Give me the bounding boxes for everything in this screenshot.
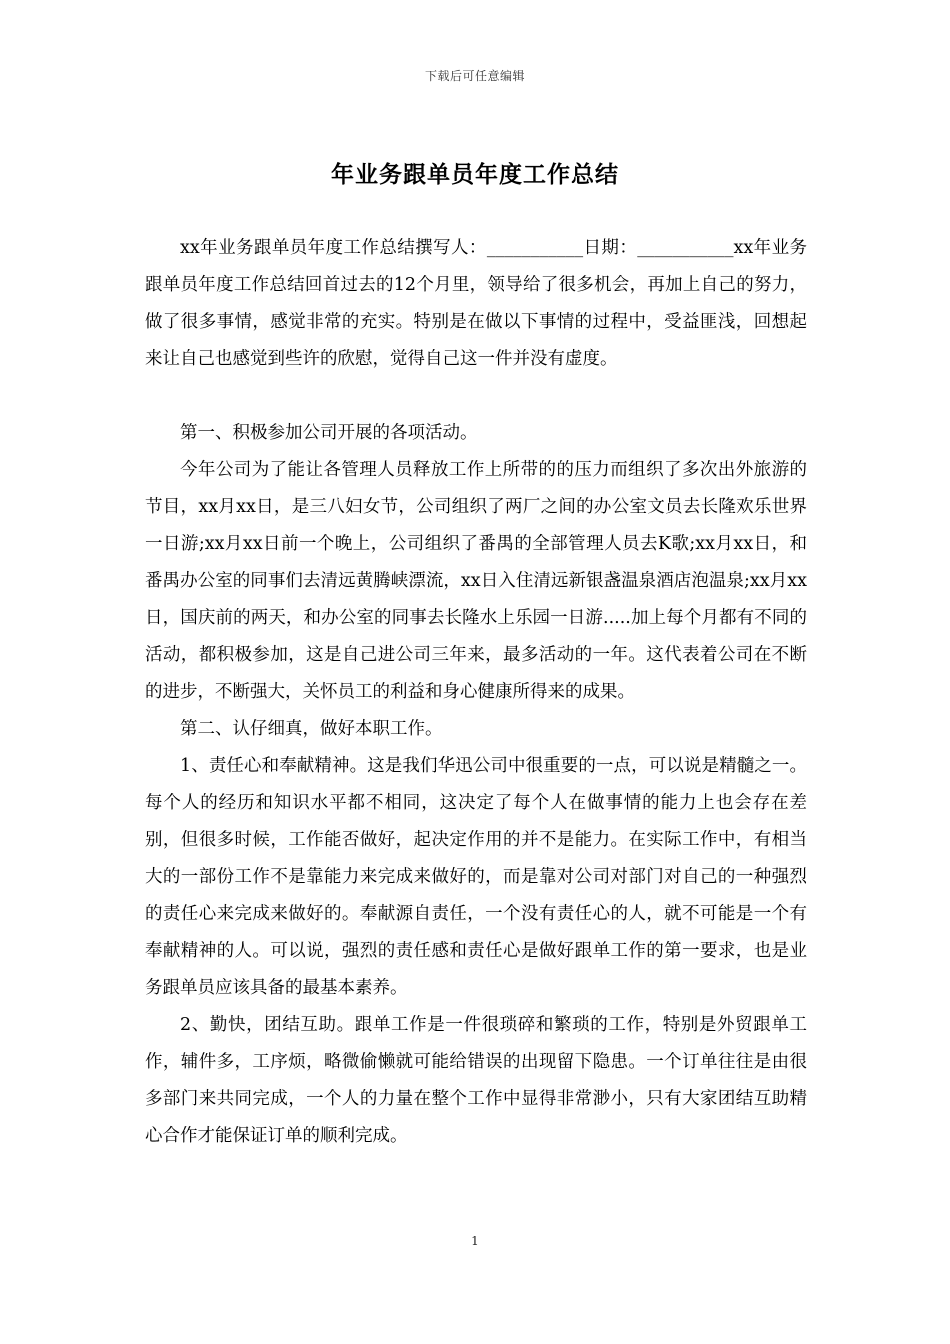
page-header-note: 下载后可任意编辑 (424, 69, 525, 83)
paragraph-section-2-heading: 第二、认仔细真，做好本职工作。 (180, 719, 443, 739)
paragraph-item-1: 1、责任心和奉献精神。这是我们华迅公司中很重要的一点，可以说是精髓之一。每个人的经历和知识水平都不相同，这决定了每个人在做事情的能力上也会存在差别，但很多时候，工作能否做好，起决定作用的并不是能力。在实际工作中，有相当大的一部份工作不是靠能力来完成来做好的，而是靠对公司对部门对自己的一种强烈的责任心来完成来做好的。奉献源自责任，一个没有责任心的人，就不可能是一个有奉献精神的人。可以说，强烈的责任感和责任心是做好跟单工作的第一要求，也是业务跟单员应该具备的最基本素养。 (145, 756, 807, 998)
paragraph-section-1-heading: 第一、积极参加公司开展的各项活动。 (180, 423, 478, 443)
paragraph-item-2: 2、勤快，团结互助。跟单工作是一件很琐碎和繁琐的工作，特别是外贸跟单工作，辅件多，工序烦，略微偷懒就可能给错误的出现留下隐患。一个订单往往是由很多部门来共同完成，一个人的力量在整个工作中显得非常渺小，只有大家团结互助精心合作才能保证订单的顺利完成。 (145, 1015, 807, 1146)
paragraph-section-1-body: 今年公司为了能让各管理人员释放工作上所带的的压力而组织了多次出外旅游的节目，xx月xx日，是三八妇女节，公司组织了两厂之间的办公室文员去长隆欢乐世界一日游;xx月xx日前一个晚上，公司组织了番禺的全部管理人员去K歌;xx月xx日，和番禺办公室的同事们去清远黄腾峡漂流，xx日入住清远新银盏温泉酒店泡温泉;xx月xx日，国庆前的两天，和办公室的同事去长隆水上乐园一日游.....加上每个月都有不同的活动，都积极参加，这是自己进公司三年来，最多活动的一年。这代表着公司在不断的进步，不断强大，关怀员工的利益和身心健康所得来的成果。 (145, 460, 807, 702)
paragraph-intro: xx年业务跟单员年度工作总结撰写人：___________日期：___________xx年业务跟单员年度工作总结回首过去的12个月里，领导给了很多机会，再加上自己的努力，做了很多事情，感觉非常的充实。特别是在做以下事情的过程中，受益匪浅，回想起来让自己也感觉到些许的欣慰，觉得自己这一件并没有虚度。 (145, 238, 807, 369)
document-title: 年业务跟单员年度工作总结 (331, 162, 619, 188)
document-body (145, 230, 807, 1155)
page-number: 1 (471, 1234, 479, 1248)
